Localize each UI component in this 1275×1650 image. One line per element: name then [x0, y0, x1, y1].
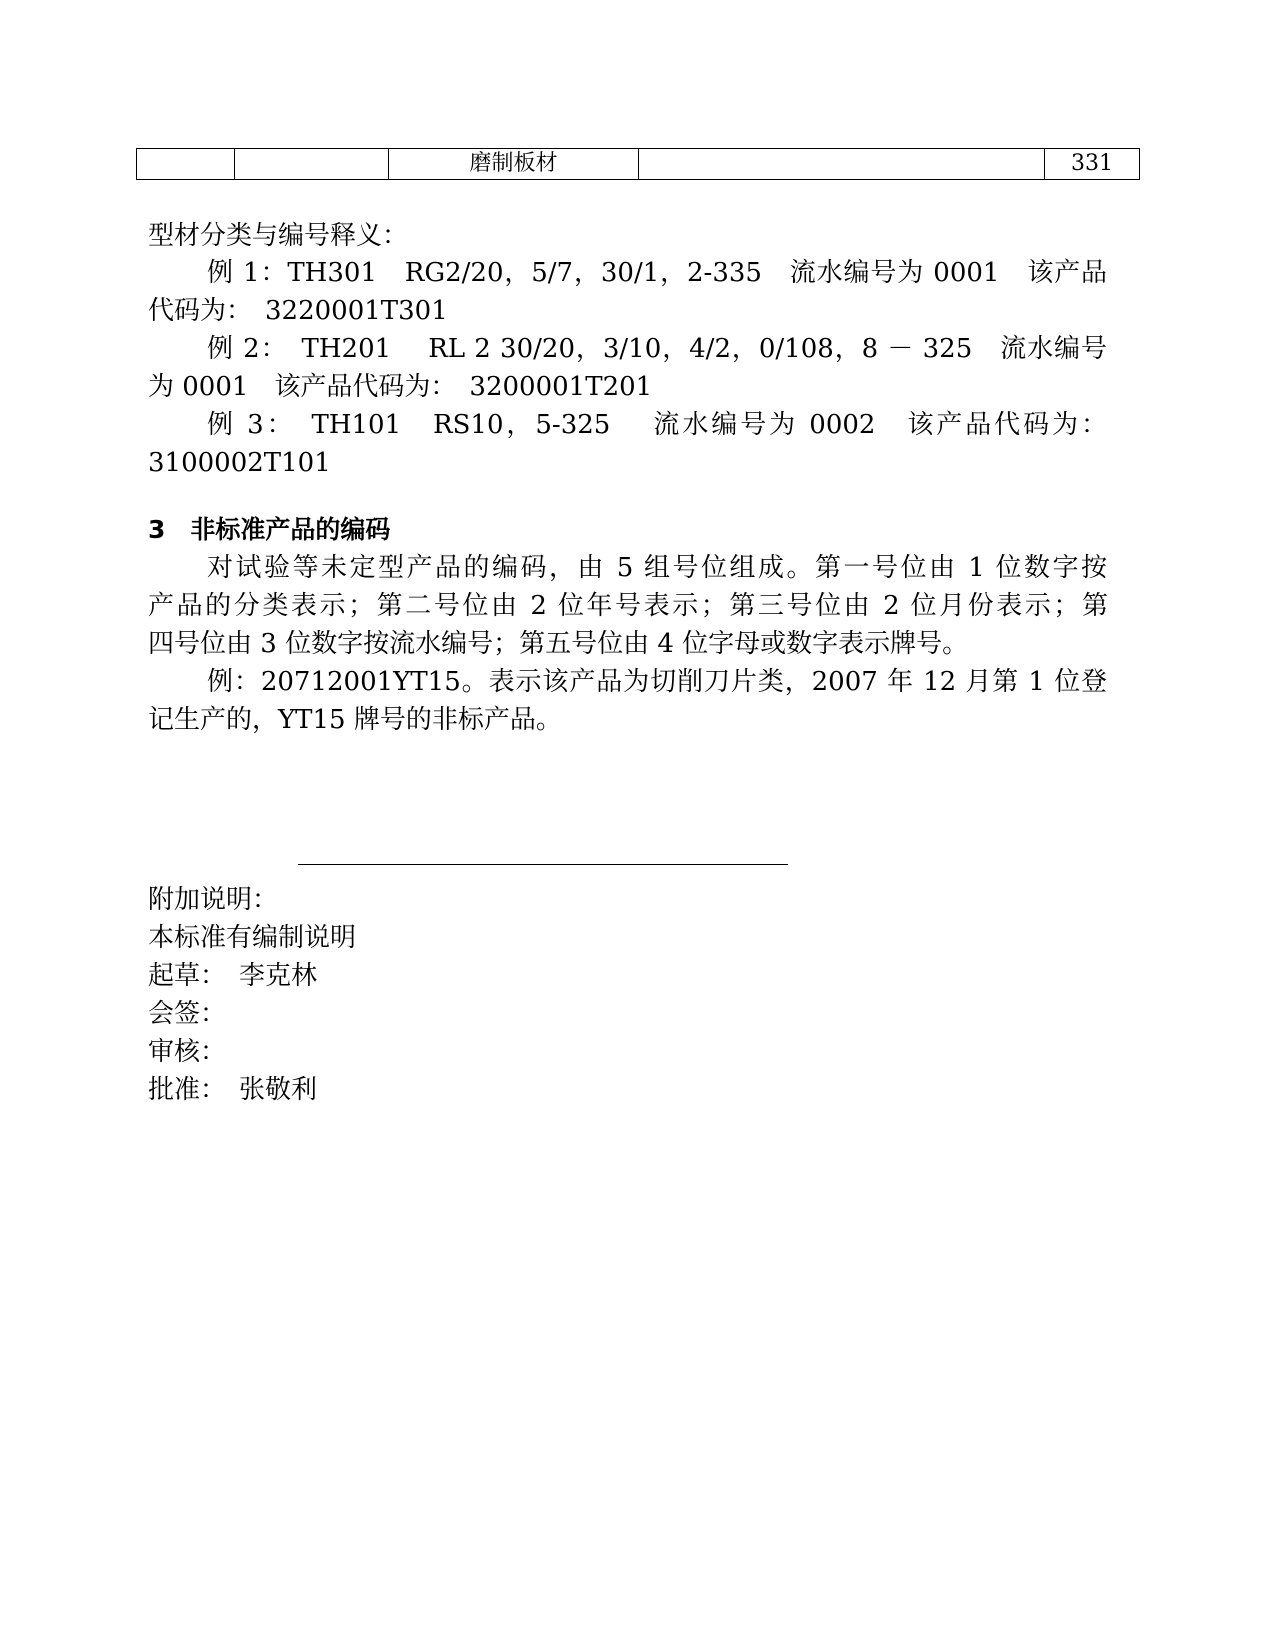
example2-line2: 为 0001 该产品代码为： 3200001T201 — [148, 372, 653, 402]
table-cell-code: 331 — [1045, 149, 1140, 180]
appendix-note: 本标准有编制说明 — [148, 923, 357, 953]
example1-line1: 例 1：TH301 RG2/20，5/7，30/1，2-335 流水编号为 0001 该产品 — [207, 258, 1107, 288]
appendix-drafter: 起草： 李克林 — [148, 961, 318, 991]
appendix-countersign: 会签： — [148, 999, 227, 1029]
section3-para1-line2: 产品的分类表示；第二号位由 2 位年号表示；第三号位由 2 位月份表示；第 — [148, 591, 1108, 621]
section3-para2-line2: 记生产的，YT15 牌号的非标产品。 — [148, 705, 562, 735]
table-cell — [137, 149, 235, 180]
appendix-approve: 批准： 张敬利 — [148, 1075, 318, 1105]
appendix-review: 审核： — [148, 1037, 227, 1067]
example1-line2: 代码为： 3220001T301 — [148, 296, 448, 326]
code-table-fragment — [136, 148, 1140, 180]
table-cell — [235, 149, 389, 180]
table-row — [137, 149, 1140, 180]
table-cell — [639, 149, 1045, 180]
appendix-title: 附加说明： — [148, 885, 279, 915]
section3-para2-line1: 例：20712001YT15。表示该产品为切削刀片类，2007 年 12 月第 1 位登 — [207, 667, 1107, 697]
section3-para1-line3: 四号位由 3 位数字按流水编号；第五号位由 4 位字母或数字表示牌号。 — [148, 629, 969, 659]
profile-section-title: 型材分类与编号释义： — [148, 221, 409, 251]
section3-para1-line1: 对试验等未定型产品的编码，由 5 组号位组成。第一号位由 1 位数字按 — [207, 553, 1107, 583]
example2-line1: 例 2： TH201 RL 2 30/20，3/10，4/2，0/108，8 － 325 流水编号 — [207, 334, 1107, 364]
example3-line1: 例 3： TH101 RS10，5-325 流水编号为 0002 该产品代码为： — [207, 410, 1107, 440]
example3-line2: 3100002T101 — [148, 448, 331, 478]
section3-heading: 3 非标准产品的编码 — [148, 515, 391, 544]
section-divider — [298, 864, 788, 865]
table-cell-product-name: 磨制板材 — [389, 149, 639, 180]
